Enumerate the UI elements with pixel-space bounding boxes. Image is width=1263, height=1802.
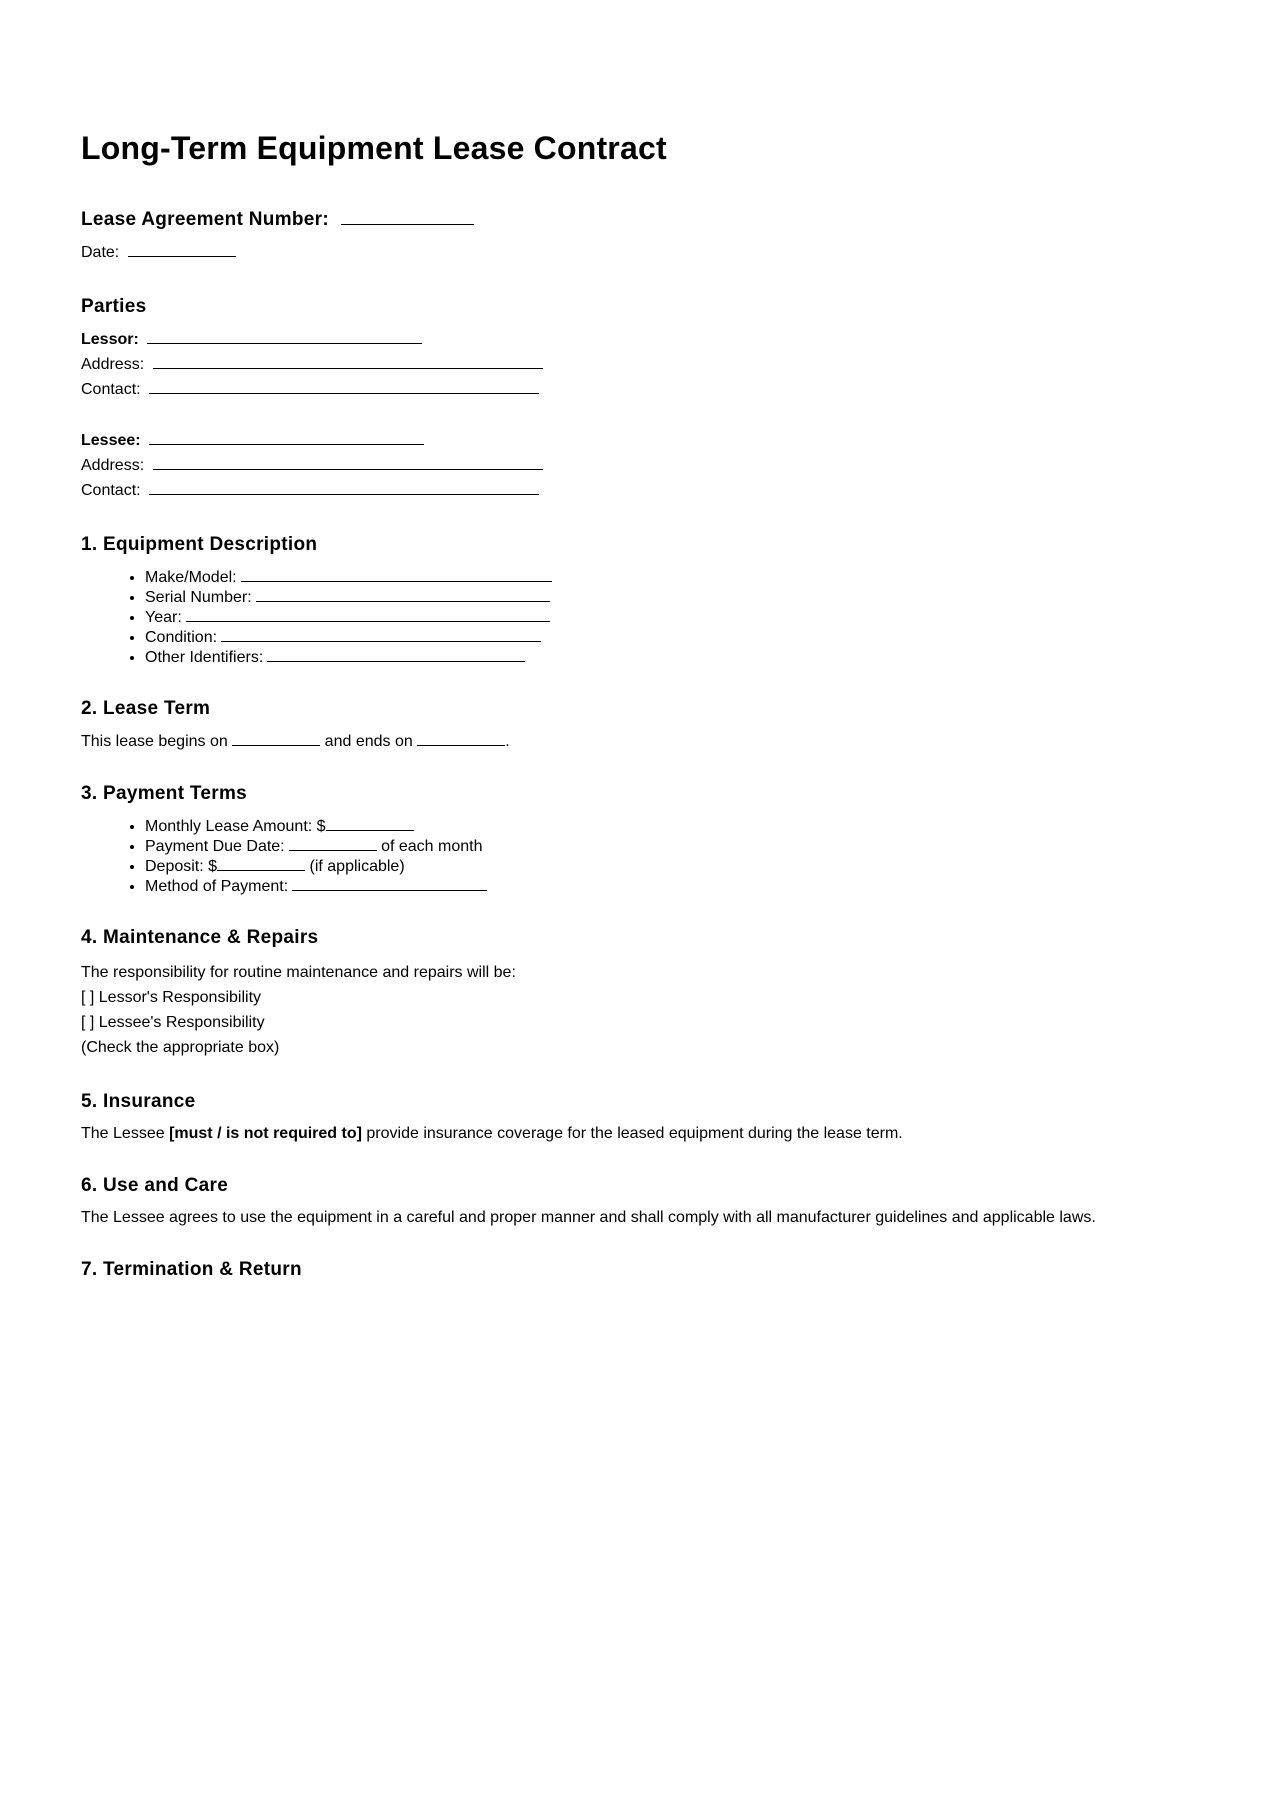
lessor-blank[interactable]	[147, 329, 422, 344]
list-item: • Year:	[145, 607, 1263, 627]
lessor-contact-blank[interactable]	[149, 379, 539, 394]
lessee-contact-row	[81, 478, 1263, 503]
lessor-contact-label: Contact:	[81, 381, 141, 398]
lessor-address-label: Address:	[81, 356, 145, 373]
due-date-blank[interactable]	[289, 836, 377, 851]
lessor-label: Lessor:	[81, 331, 139, 348]
insurance-heading: 5. Insurance	[81, 1091, 196, 1112]
lessee-address-label: Address:	[81, 457, 145, 474]
date-label: Date:	[81, 244, 120, 261]
lessee-contact-blank[interactable]	[149, 480, 539, 495]
insurance-option: [must / is not required to]	[169, 1125, 362, 1142]
condition-blank[interactable]	[221, 627, 541, 642]
lessee-label: Lessee:	[81, 432, 141, 449]
termination-heading: 7. Termination & Return	[81, 1259, 302, 1280]
monthly-amount-blank[interactable]	[326, 816, 414, 831]
use-care-heading: 6. Use and Care	[81, 1175, 229, 1196]
list-item: • Condition:	[145, 627, 1263, 647]
lessee-contact-label: Contact:	[81, 482, 141, 499]
lessor-address-blank[interactable]	[153, 354, 543, 369]
list-item: • Monthly Lease Amount: $	[145, 816, 1263, 836]
use-care-text: The Lessee agrees to use the equipment in a careful and proper manner and shall comply with all manufacturer guidelines and applicable laws.	[81, 1209, 1096, 1226]
list-item: • Deposit: $ (if applicable)	[145, 856, 1263, 876]
payment-heading: 3. Payment Terms	[81, 783, 248, 804]
list-item: • Make/Model:	[145, 567, 1263, 587]
lessor-contact-row	[81, 377, 1263, 402]
parties-heading: Parties	[81, 296, 147, 317]
serial-number-blank[interactable]	[256, 587, 550, 602]
insurance-text: The Lessee [must / is not required to] provide insurance coverage for the leased equipment during the lease term.	[81, 1125, 903, 1142]
lease-end-blank[interactable]	[417, 731, 505, 746]
lessor-responsibility-checkbox[interactable]: [ ] Lessor's Responsibility	[81, 989, 262, 1006]
equipment-heading: 1. Equipment Description	[81, 534, 318, 555]
date-row	[81, 240, 1263, 265]
lessor-address-row	[81, 352, 1263, 377]
lessee-address-blank[interactable]	[153, 455, 543, 470]
maintenance-note: (Check the appropriate box)	[81, 1039, 280, 1056]
lessor-row	[81, 327, 1263, 352]
lease-term-heading: 2. Lease Term	[81, 698, 211, 719]
lessee-blank[interactable]	[149, 430, 424, 445]
list-item: • Method of Payment:	[145, 876, 1263, 896]
list-item: • Serial Number:	[145, 587, 1263, 607]
lessee-row	[81, 428, 1263, 453]
lease-start-blank[interactable]	[232, 731, 320, 746]
lessee-address-row	[81, 453, 1263, 478]
other-identifiers-blank[interactable]	[267, 647, 525, 662]
lease-term-text: This lease begins on and ends on .	[81, 733, 510, 750]
maintenance-intro: The responsibility for routine maintenance and repairs will be:	[81, 964, 516, 981]
list-item: • Other Identifiers:	[145, 647, 1263, 667]
date-blank[interactable]	[128, 242, 236, 257]
make-model-blank[interactable]	[241, 567, 552, 582]
payment-list	[81, 816, 1263, 896]
agreement-number-label: Lease Agreement Number:	[81, 209, 329, 230]
deposit-blank[interactable]	[217, 856, 305, 871]
year-blank[interactable]	[186, 607, 550, 622]
payment-method-blank[interactable]	[292, 876, 487, 891]
document-title: Long-Term Equipment Lease Contract	[81, 130, 667, 166]
maintenance-heading: 4. Maintenance & Repairs	[81, 927, 319, 948]
list-item: • Payment Due Date: of each month	[145, 836, 1263, 856]
equipment-list	[81, 567, 1263, 667]
agreement-number-heading	[81, 208, 1263, 232]
lessee-responsibility-checkbox[interactable]: [ ] Lessee's Responsibility	[81, 1014, 265, 1031]
agreement-number-blank[interactable]	[341, 208, 474, 225]
